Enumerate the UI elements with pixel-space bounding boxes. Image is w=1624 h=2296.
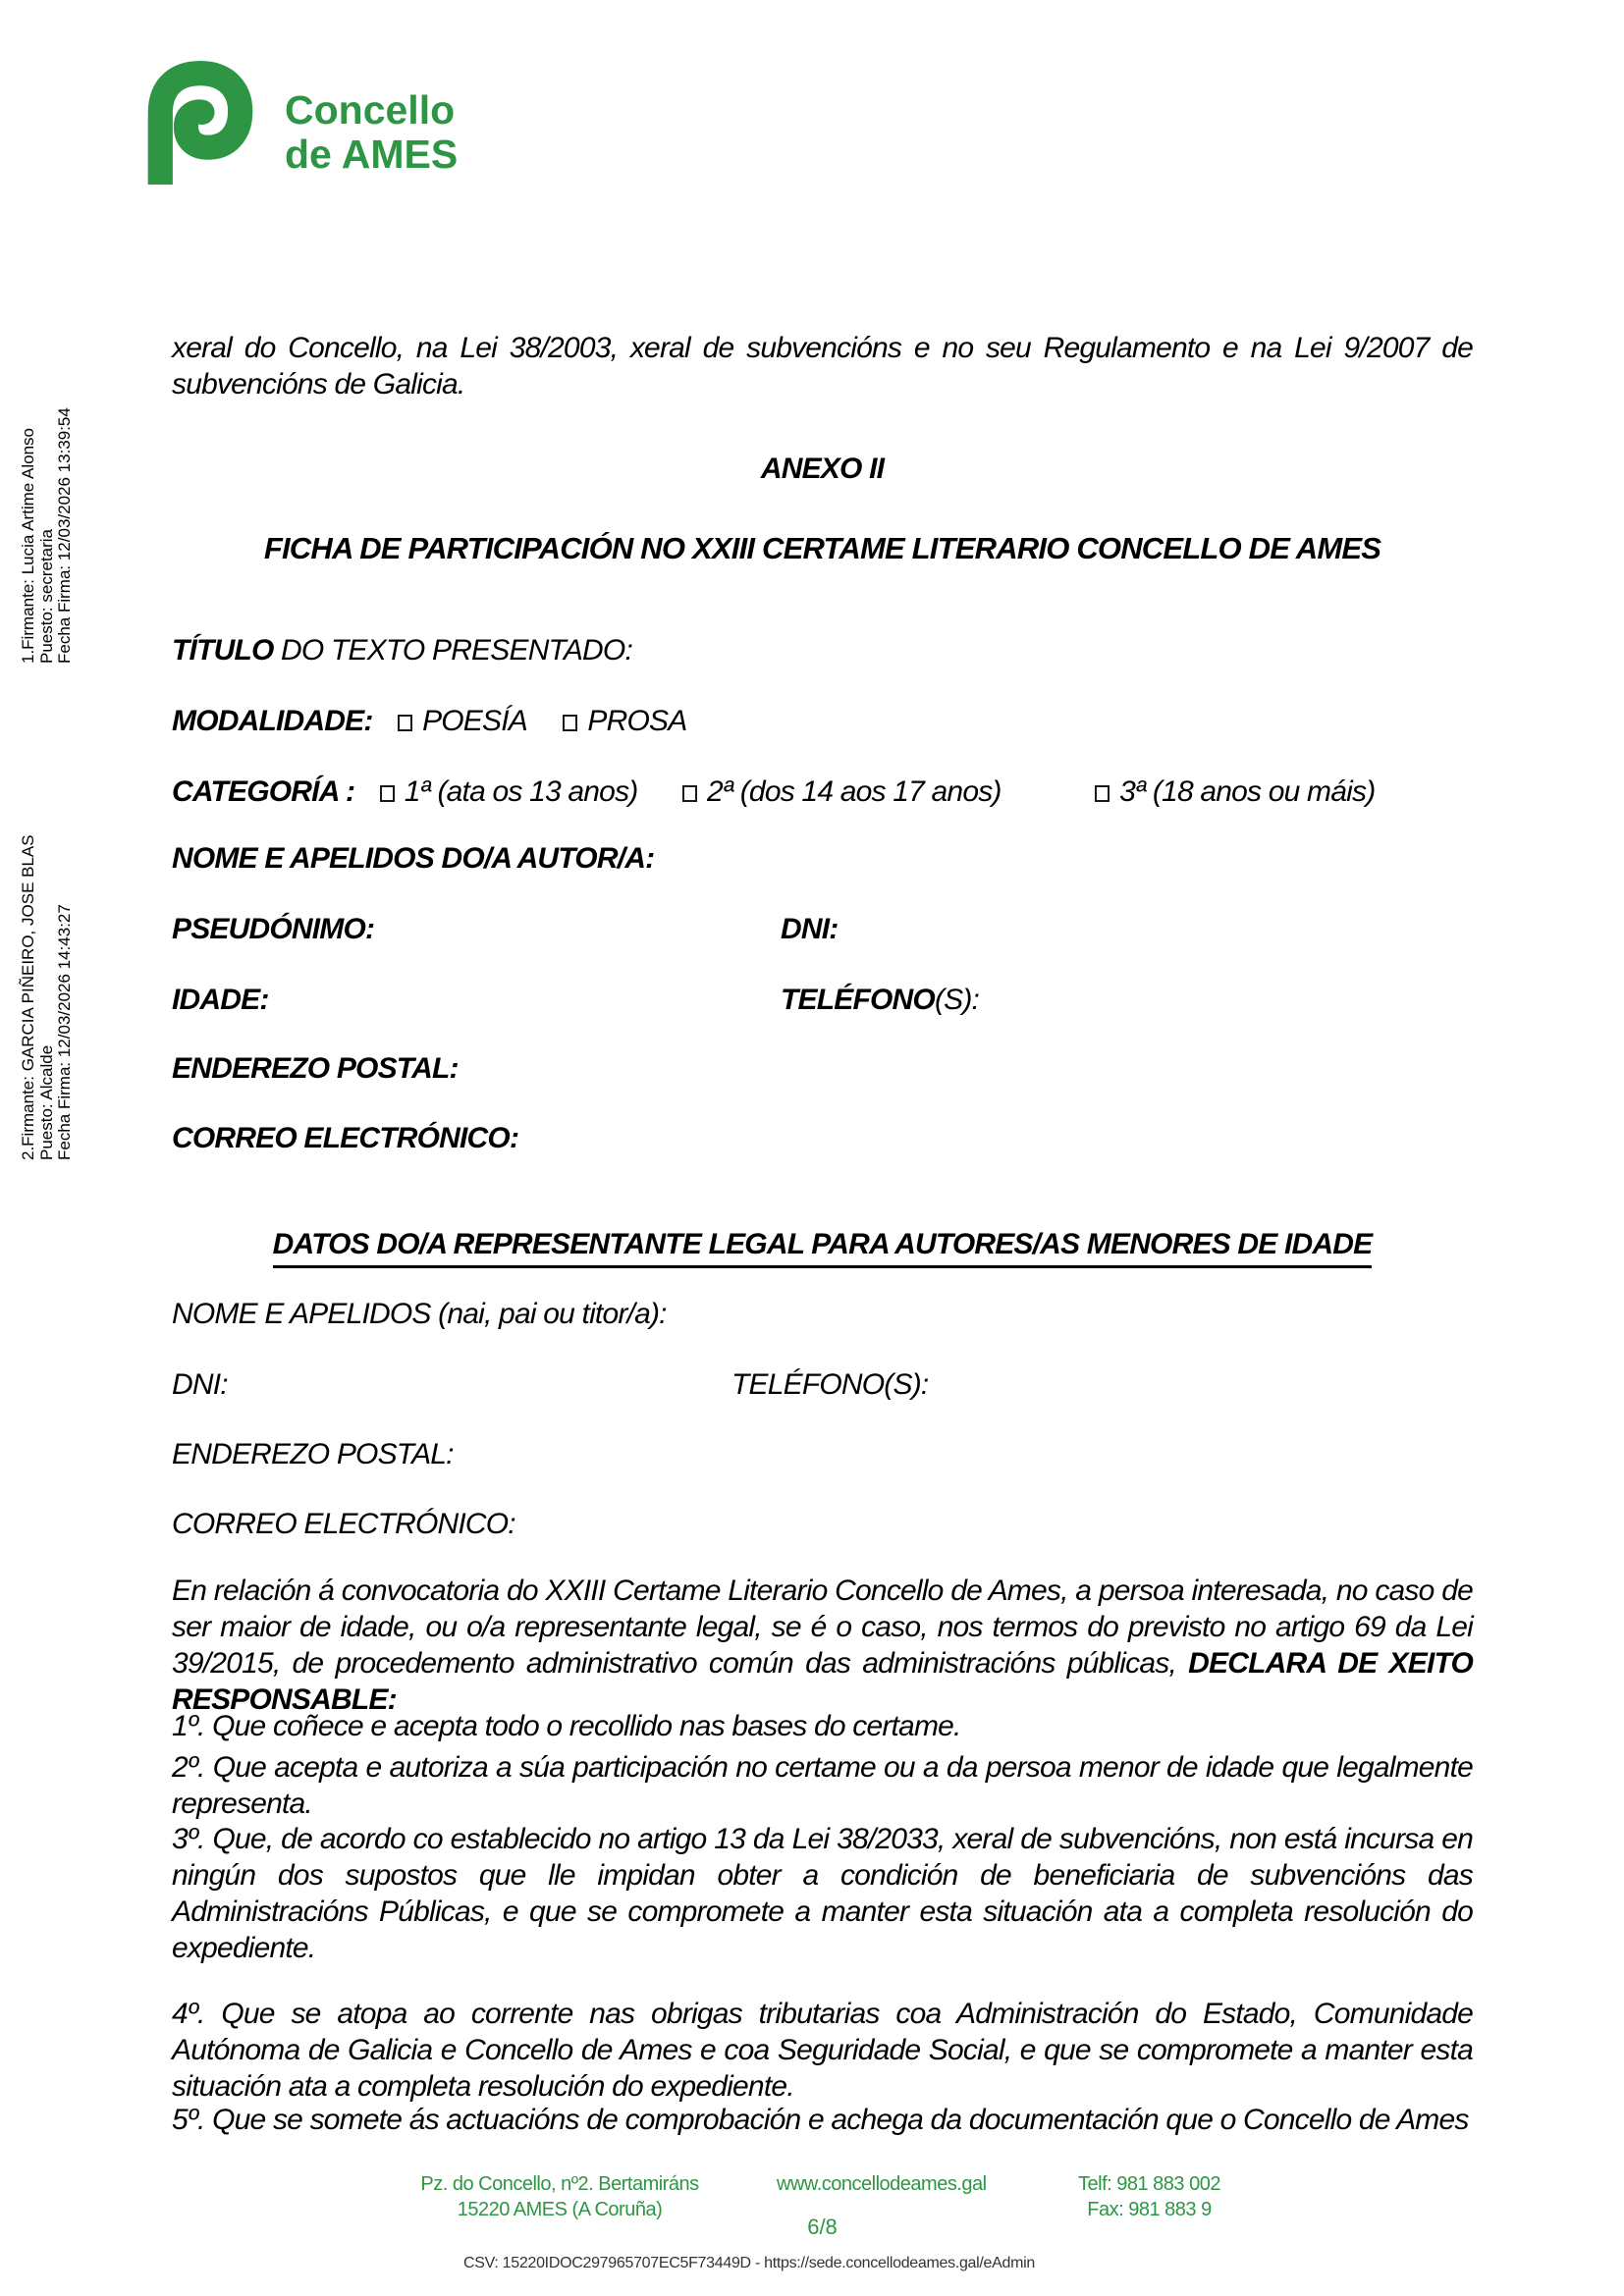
declaration-item-2: 2º. Que acepta e autoriza a súa participación no certame ou a da persoa menor de idade que legalmente representa.: [172, 1751, 1473, 1820]
signer-2-role: Puesto: Alcalde: [36, 1044, 56, 1160]
signature-stamp-2: [20, 834, 75, 1160]
field-telefono-label: TELÉFONO(S):: [781, 984, 980, 1016]
signer-2-name: 2.Firmante: GARCIA PIÑEIRO, JOSE BLAS: [19, 834, 37, 1160]
field-dni-label: DNI:: [781, 913, 839, 945]
declaration-intro: [172, 1573, 1473, 1718]
option-categoria-2-label: 2ª (dos 14 aos 17 anos): [707, 775, 1001, 808]
signer-1-name: 1.Firmante: Lucia Artime Alonso: [19, 427, 37, 664]
signer-2-date: Fecha Firma: 12/03/2026 14:43:27: [55, 904, 74, 1160]
field-row-idade-telefono: [172, 982, 1473, 1018]
field-telefono-rep-label: TELÉFONO(S):: [731, 1368, 929, 1401]
field-nome-rep: NOME E APELIDOS (nai, pai ou titor/a):: [172, 1298, 667, 1330]
intro-paragraph: xeral do Concello, na Lei 38/2003, xeral de subvencións e no seu Regulamento e na Lei 9/2007 de subvencións de Galicia.: [172, 332, 1473, 400]
footer-address-line-2: 15220 AMES (A Coruña): [457, 2199, 663, 2220]
csv-verification-line: CSV: 15220IDOC297965707EC5F73449D - https://sede.concellodeames.gal/eAdmin: [462, 2255, 1036, 2271]
field-categoria: [172, 774, 1473, 810]
checkbox-categoria-1[interactable]: [380, 785, 395, 802]
field-idade-label: IDADE:: [172, 984, 269, 1016]
option-prosa-label: PROSA: [587, 705, 687, 737]
logo-wordmark: [285, 88, 458, 177]
footer-fax: Fax: 981 883 9: [1087, 2199, 1212, 2220]
field-pseudonimo-label: PSEUDÓNIMO:: [172, 913, 375, 945]
anexo-title: ANEXO II: [760, 453, 885, 485]
field-correo-rep: CORREO ELECTRÓNICO:: [172, 1508, 515, 1540]
checkbox-poesia[interactable]: [398, 715, 412, 731]
option-poesia-label: POESÍA: [422, 705, 526, 737]
ames-spiral-icon: [147, 61, 253, 185]
logo: [147, 61, 458, 185]
field-enderezo-autor: ENDEREZO POSTAL:: [172, 1052, 459, 1085]
field-modalidade-label: MODALIDADE:: [172, 705, 373, 737]
field-dni-rep-label: DNI:: [172, 1368, 228, 1401]
field-titulo-label: TÍTULO: [172, 634, 274, 667]
declaration-item-4: 4º. Que se atopa ao corrente nas obrigas tributarias coa Administración do Estado, Comunidade Autónoma de Galicia e Concello de Ames e coa Seguridade Social, e que se compromete a manter esta situación ata a completa resolución do expediente.: [172, 1998, 1473, 2103]
ficha-title: FICHA DE PARTICIPACIÓN NO XXIII CERTAME LITERARIO CONCELLO DE AMES: [263, 531, 1381, 565]
field-titulo: [172, 632, 1473, 668]
option-categoria-3-label: 3ª (18 anos ou máis): [1119, 775, 1376, 808]
rep-section-heading: [172, 1226, 1473, 1268]
checkbox-categoria-2[interactable]: [682, 785, 697, 802]
checkbox-prosa[interactable]: [563, 715, 577, 731]
rep-section-heading-text: DATOS DO/A REPRESENTANTE LEGAL PARA AUTORES/AS MENORES DE IDADE: [273, 1226, 1373, 1268]
declaration-item-5: 5º. Que se somete ás actuacións de comprobación e achega da documentación que o Concello de Ames: [172, 2104, 1469, 2136]
field-enderezo-rep: ENDEREZO POSTAL:: [172, 1438, 454, 1470]
option-categoria-1-label: 1ª (ata os 13 anos): [404, 775, 638, 808]
footer-address-line-1: Pz. do Concello, nº2. Bertamiráns: [420, 2173, 699, 2195]
signer-1-role: Puesto: secretaria: [36, 528, 56, 664]
footer-telf: Telf: 981 883 002: [1078, 2173, 1220, 2195]
page-number: 6/8: [807, 2215, 838, 2239]
logo-line-2: de AMES: [285, 132, 459, 177]
checkbox-categoria-3[interactable]: [1095, 785, 1110, 802]
declaration-intro-text: En relación á convocatoria do XXIII Certame Literario Concello de Ames, a persoa interesada, no caso de ser maior de idade, ou o/a representante legal, se é o caso, nos termos do previsto no artigo 69 da Lei 39/2015, de procedemento administrativo común das administracións públicas,: [172, 1575, 1473, 1680]
declaration-intro-bold: DECLARA DE XEITO RESPONSABLE:: [172, 1647, 1473, 1716]
field-titulo-rest: DO TEXTO PRESENTADO:: [273, 634, 632, 667]
signer-1-date: Fecha Firma: 12/03/2026 13:39:54: [55, 407, 74, 664]
field-row-dni-telefono-rep: [172, 1366, 1473, 1403]
declaration-item-1: 1º. Que coñece e acepta todo o recollido nas bases do certame.: [172, 1710, 961, 1742]
field-row-pseudonimo-dni: [172, 911, 1473, 947]
field-correo-autor: CORREO ELECTRÓNICO:: [172, 1122, 519, 1154]
field-modalidade: [172, 703, 1473, 739]
field-nome-autor: NOME E APELIDOS DO/A AUTOR/A:: [172, 842, 655, 875]
signature-stamp-1: [20, 407, 75, 664]
logo-line-1: Concello: [285, 87, 456, 133]
declaration-item-3: 3º. Que, de acordo co establecido no artigo 13 da Lei 38/2033, xeral de subvencións, non está incursa en ningún dos supostos que lle impidan obter a condición de beneficiaria de subvencións das Administracións Públicas, e que se compromete a manter esta situación ata a completa resolución do expediente.: [172, 1823, 1473, 1964]
footer-website: www.concellodeames.gal: [777, 2173, 987, 2195]
field-categoria-label: CATEGORÍA :: [172, 775, 355, 808]
